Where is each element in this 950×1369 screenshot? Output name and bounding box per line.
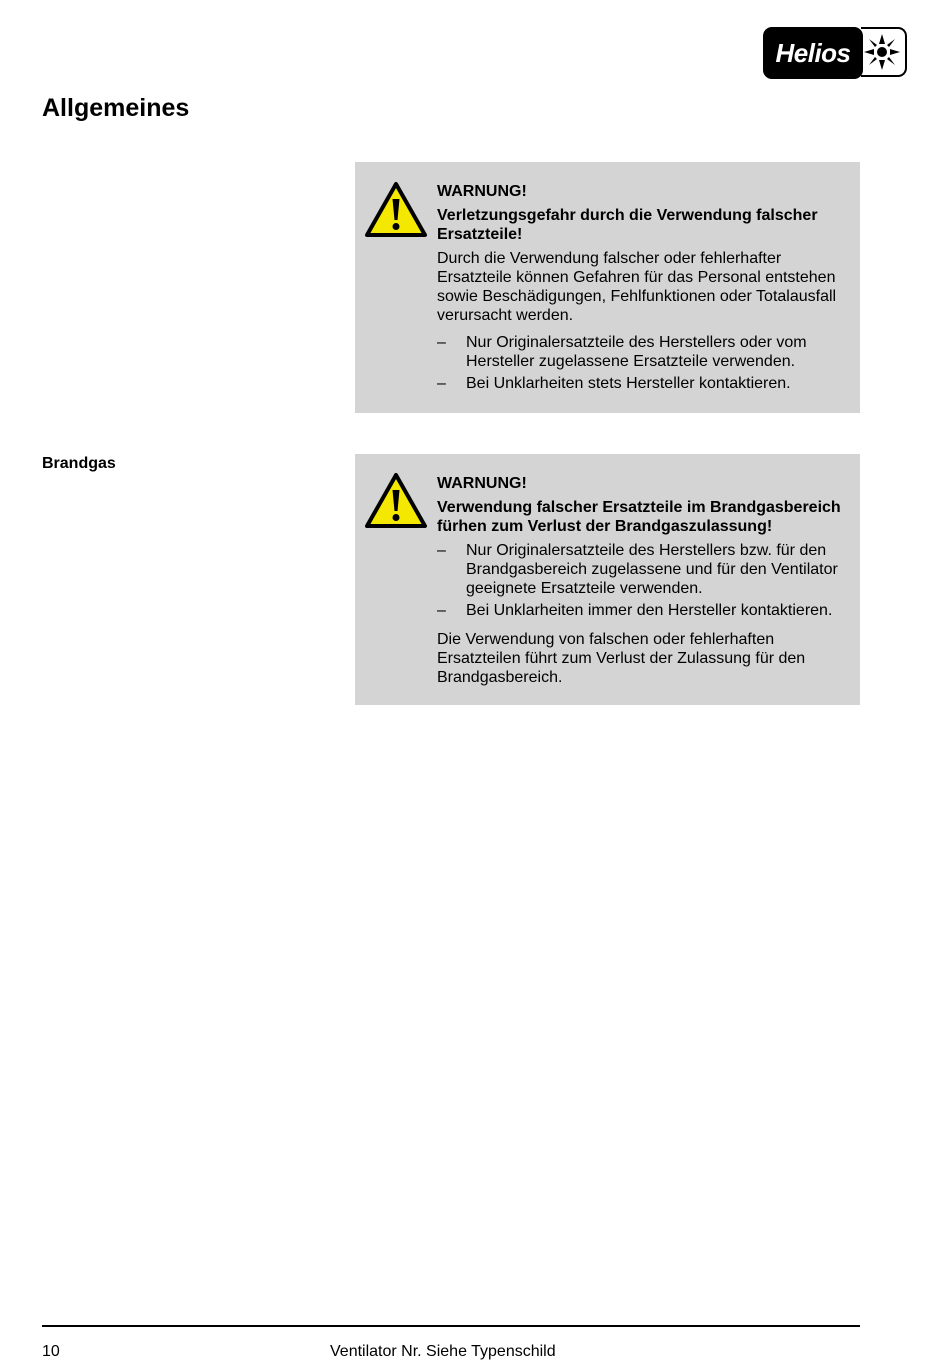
footer-text: Ventilator Nr. Siehe Typenschild: [330, 1343, 556, 1360]
list-item: – Bei Unklarheiten immer den Hersteller kontaktieren.: [437, 602, 833, 619]
page-title: Allgemeines: [42, 94, 190, 122]
footer-divider: [42, 1325, 860, 1327]
warning-box-brandgas: [355, 454, 860, 705]
list-item: – Bei Unklarheiten stets Hersteller kontaktieren.: [437, 375, 791, 392]
warning-subheading: Verletzungsgefahr durch die Verwendung falscher Ersatzteile!: [437, 207, 818, 243]
warning-list: [437, 333, 852, 393]
section-label-brandgas: Brandgas: [42, 455, 116, 472]
helios-logo: [763, 27, 907, 79]
list-item: – Nur Originalersatzteile des Herstellers oder vom Hersteller zugelassene Ersatzteile verwenden.: [437, 334, 807, 370]
helios-fan-logo-icon: [861, 27, 907, 77]
warning-heading: WARNUNG!: [437, 183, 527, 200]
page-number: 10: [42, 1343, 60, 1360]
helios-logo-text: Helios: [763, 27, 863, 79]
warning-heading: WARNUNG!: [437, 475, 527, 492]
list-item: – Nur Originalersatzteile des Herstellers bzw. für den Brandgasbereich zugelassene und für den Ventilator geeignete Ersatzteile verwenden.: [437, 542, 838, 597]
warning-list: [437, 541, 852, 620]
warning-box-spare-parts: [355, 162, 860, 413]
warning-subheading: Verwendung falscher Ersatzteile im Brandgasbereich fürhen zum Verlust der Brandgaszulassung!: [437, 499, 841, 535]
warning-triangle-icon: [364, 181, 428, 239]
warning-body: Durch die Verwendung falscher oder fehlerhafter Ersatzteile können Gefahren für das Personal entstehen sowie Beschädigungen, Fehlfunktionen oder Totalausfall verursacht werden.: [437, 250, 837, 324]
warning-triangle-icon: [364, 472, 428, 530]
warning-body: Die Verwendung von falschen oder fehlerhaften Ersatzteilen führt zum Verlust der Zulassung für den Brandgasbereich.: [437, 631, 806, 686]
